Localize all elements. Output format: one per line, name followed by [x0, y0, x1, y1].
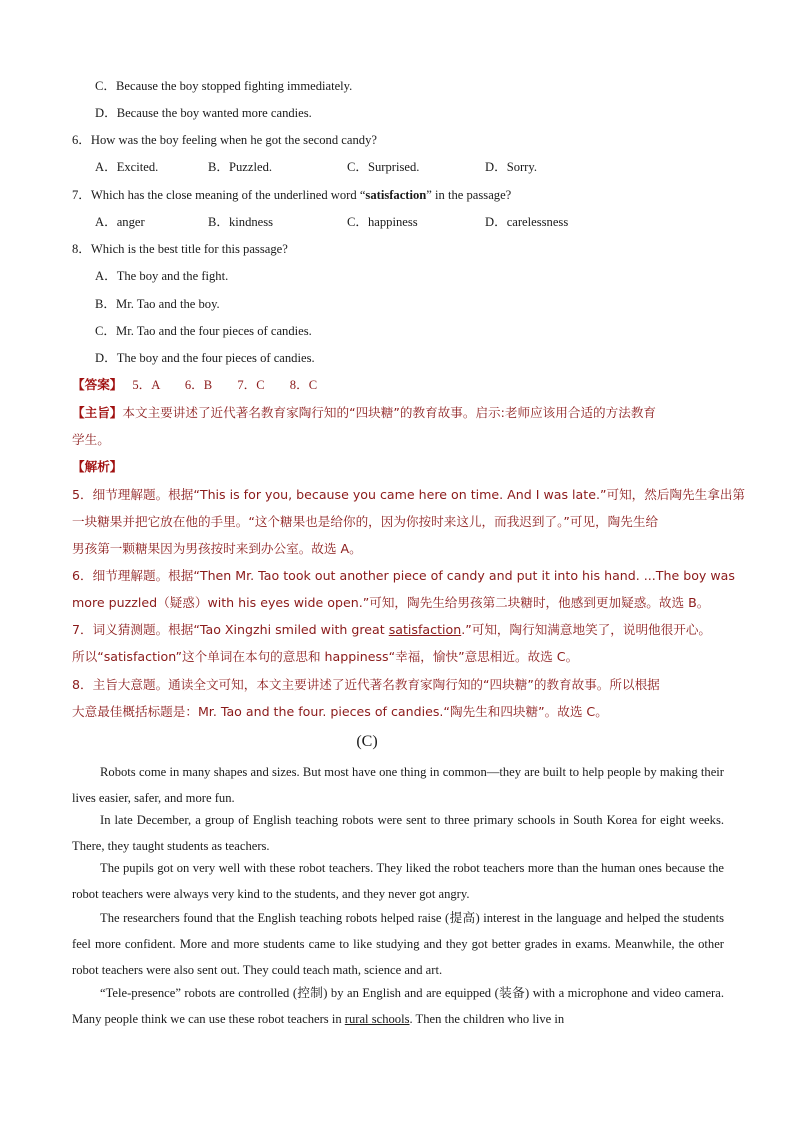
q6-option-b: B．Puzzled. — [208, 160, 273, 174]
answer-label: 【答案】 — [72, 377, 123, 392]
q7-option-c: C．happiness — [347, 215, 418, 229]
q6-option-d: D．Sorry. — [485, 160, 538, 174]
explanation-6-line-1: 6．细节理解题。根据“Then Mr. Tao took out another piece of candy and put it into his hand. ...The boy was — [72, 568, 735, 583]
passage-c-paragraph-2: In late December, a group of English teaching robots were sent to three primary schools in South Korea for eight weeks. There, they taught students as teachers. — [72, 813, 724, 853]
q7-stem-pre: 7．Which has the close meaning of the underlined word “ — [72, 188, 366, 202]
explanation-5-line-3: 男孩第一颗糖果因为男孩按时来到办公室。故选 A。 — [72, 541, 362, 556]
explanation-8-line-2: 大意最佳概括标题是：Mr. Tao and the four. pieces of candies.“陶先生和四块糖”。故选 C。 — [72, 704, 608, 719]
q6-option-a: A．Excited. — [95, 160, 159, 174]
gist-line-2: 学生。 — [72, 432, 110, 447]
explanation-7-line-1: 7．词义猜测题。根据“Tao Xingzhi smiled with great satisfaction.”可知，陶行知满意地笑了，说明他很开心。 — [72, 622, 712, 637]
q8-option-a: A．The boy and the fight. — [95, 269, 229, 283]
passage-c-heading: (C) — [356, 733, 378, 750]
gist-text-1: 本文主要讲述了近代著名教育家陶行知的“四块糖”的教育故事。启示:老师应该用合适的方法教育 — [122, 405, 657, 420]
analysis-label: 【解析】 — [72, 459, 123, 474]
q7-stem-post: ” in the passage? — [426, 188, 512, 202]
q7-option-a: A．anger — [95, 215, 145, 229]
explanation-6-line-2: more puzzled（疑惑）with his eyes wide open.”可知，陶先生给男孩第二块糖时，他感到更加疑惑。故选 B。 — [72, 595, 710, 610]
passage-c-paragraph-5: “Tele-presence” robots are controlled (控制) by an English and are equipped (装备) with a microphone and video camera. Many people think we can use these robot teachers in rural schools. Then the children who live in — [72, 986, 724, 1026]
q7-option-d: D．carelessness — [485, 215, 569, 229]
q6-stem: 6．How was the boy feeling when he got the second candy? — [72, 133, 377, 147]
gist-label: 【主旨】 — [72, 405, 123, 420]
answer-values: 5．A 6．B 7．C 8．C — [132, 378, 318, 392]
gist-line-1 — [72, 405, 656, 421]
q5-option-c: C．Because the boy stopped fighting immediately. — [95, 79, 353, 93]
q7-stem — [72, 187, 511, 203]
answer-line — [72, 377, 317, 393]
q6-option-c: C．Surprised. — [347, 160, 420, 174]
q5-option-d: D．Because the boy wanted more candies. — [95, 106, 312, 120]
q7-stem-word: satisfaction — [365, 188, 427, 202]
explanation-5-line-1: 5．细节理解题。根据“This is for you, because you came here on time. And I was late.”可知，然后陶先生拿出第 — [72, 487, 746, 502]
q8-option-d: D．The boy and the four pieces of candies. — [95, 351, 315, 365]
passage-c-paragraph-4: The researchers found that the English teaching robots helped raise (提高) interest in the language and helped the students feel more confident. More and more students came to like studying and they got better grades in exams. Meanwhile, the other robot teachers were also sent out. They could teach math, science and art. — [72, 911, 724, 977]
passage-c-paragraph-1: Robots come in many shapes and sizes. But most have one thing in common—they are built to help people by making their lives easier, safer, and more fun. — [72, 765, 724, 805]
q7-option-b: B．kindness — [208, 215, 274, 229]
explanation-7-line-2: 所以“satisfaction”这个单词在本句的意思和 happiness“幸福，愉快”意思相近。故选 C。 — [72, 649, 579, 664]
underlined-rural-schools: rural schools — [344, 1012, 410, 1026]
underlined-satisfaction: satisfaction — [388, 622, 462, 637]
q8-stem: 8．Which is the best title for this passage? — [72, 242, 288, 256]
q8-option-b: B．Mr. Tao and the boy. — [95, 297, 220, 311]
passage-c-paragraph-3: The pupils got on very well with these robot teachers. They liked the robot teachers more than the human ones because the robot teachers were always very kind to the students, and they never got angry. — [72, 861, 724, 901]
explanation-5-line-2: 一块糖果并把它放在他的手里。“这个糖果也是给你的，因为你按时来这儿，而我迟到了。”可见，陶先生给 — [72, 514, 659, 529]
q8-option-c: C．Mr. Tao and the four pieces of candies. — [95, 324, 312, 338]
explanation-8-line-1: 8．主旨大意题。通读全文可知，本文主要讲述了近代著名教育家陶行知的“四块糖”的教育故事。所以根据 — [72, 677, 660, 692]
